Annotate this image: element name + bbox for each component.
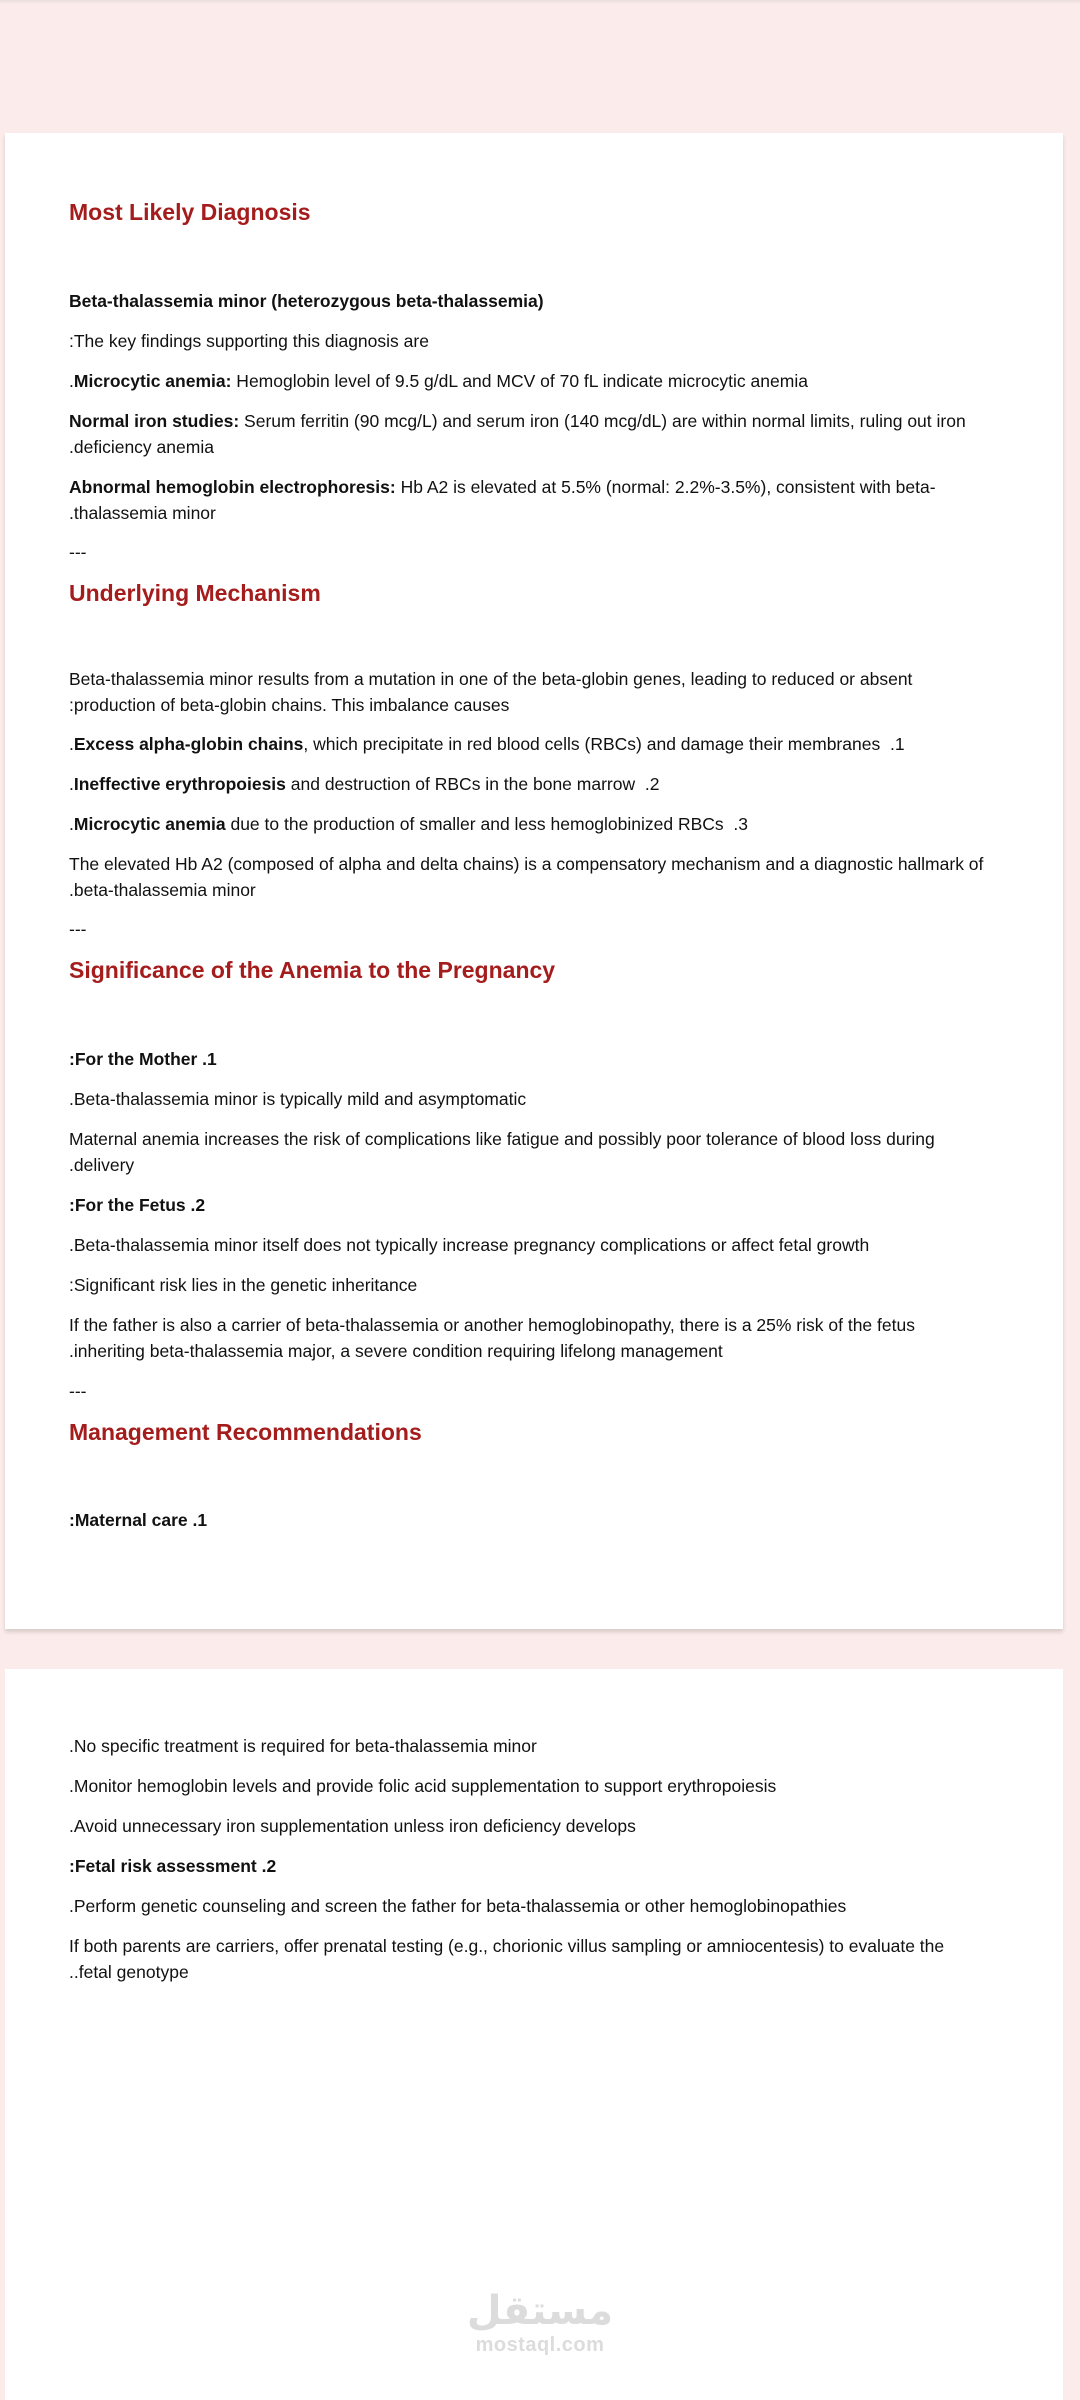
maternal-care-item-2: .Monitor hemoglobin levels and provide folic acid supplementation to support erythropoiesis <box>69 1776 777 1796</box>
fetal-risk-item-2: If both parents are carriers, offer prenatal testing (e.g., chorionic villus sampling or amniocentesis) to evaluate the ..fetal genotype <box>69 1936 945 1982</box>
watermark-site: mostaql.com <box>475 2334 605 2356</box>
mostaql-watermark <box>0 2288 1080 2356</box>
heading-diagnosis: Most Likely Diagnosis <box>69 199 311 225</box>
finding-microcytic: .Microcytic anemia: Hemoglobin level of 9.5 g/dL and MCV of 70 fL indicate microcytic anemia <box>69 371 808 391</box>
maternal-care-heading: :Maternal care .1 <box>69 1510 208 1530</box>
fetal-risk-heading: :Fetal risk assessment .2 <box>69 1856 277 1876</box>
separator: --- <box>69 542 87 562</box>
maternal-care-item-1: .No specific treatment is required for beta-thalassemia minor <box>69 1736 537 1756</box>
fetus-point-2: :Significant risk lies in the genetic inheritance <box>69 1275 418 1295</box>
diagnosis-line: Beta-thalassemia minor (heterozygous beta-thalassemia) <box>69 291 544 311</box>
mechanism-conclusion: The elevated Hb A2 (composed of alpha and delta chains) is a compensatory mechanism and a diagnostic hallmark of .beta-thalassemia minor <box>69 854 984 900</box>
top-edge <box>0 0 1080 4</box>
maternal-care-item-3: .Avoid unnecessary iron supplementation unless iron deficiency develops <box>69 1816 636 1836</box>
fetus-point-1: .Beta-thalassemia minor itself does not typically increase pregnancy complications or affect fetal growth <box>69 1235 870 1255</box>
heading-management: Management Recommendations <box>69 1419 422 1445</box>
separator: --- <box>69 919 87 939</box>
heading-mechanism: Underlying Mechanism <box>69 580 321 606</box>
heading-significance: Significance of the Anemia to the Pregnancy <box>69 957 556 983</box>
finding-electrophoresis: Abnormal hemoglobin electrophoresis: Hb A2 is elevated at 5.5% (normal: 2.2%-3.5%), consistent with beta- .thalassemia minor <box>69 477 936 523</box>
fetus-point-3: If the father is also a carrier of beta-thalassemia or another hemoglobinopathy, there is a 25% risk of the fetus .inheriting beta-thalassemia major, a severe condition requiring lifelong management <box>69 1315 915 1361</box>
mother-point-1: .Beta-thalassemia minor is typically mild and asymptomatic <box>69 1089 527 1109</box>
mechanism-item-3: .Microcytic anemia due to the production of smaller and less hemoglobinized RBCs .3 <box>69 814 749 834</box>
mother-heading: :For the Mother .1 <box>69 1049 217 1069</box>
mother-point-2: Maternal anemia increases the risk of complications like fatigue and possibly poor tolerance of blood loss during .delivery <box>69 1129 935 1175</box>
fetus-heading: :For the Fetus .2 <box>69 1195 206 1215</box>
watermark-logo: مستقل <box>466 2288 614 2334</box>
fetal-risk-item-1: .Perform genetic counseling and screen the father for beta-thalassemia or other hemoglobinopathies <box>69 1896 847 1916</box>
separator: --- <box>69 1381 87 1401</box>
mechanism-item-2: .Ineffective erythropoiesis and destruction of RBCs in the bone marrow .2 <box>69 774 660 794</box>
mechanism-item-1: .Excess alpha-globin chains, which precipitate in red blood cells (RBCs) and damage their membranes .1 <box>69 734 905 754</box>
findings-intro: :The key findings supporting this diagnosis are <box>69 331 429 351</box>
document-page-1 <box>5 133 1063 1629</box>
finding-iron-studies: Normal iron studies: Serum ferritin (90 mcg/L) and serum iron (140 mcg/dL) are within normal limits, ruling out iron .deficiency anemia <box>69 411 966 457</box>
mechanism-intro: Beta-thalassemia minor results from a mutation in one of the beta-globin genes, leading to reduced or absent :production of beta-globin chains. This imbalance causes <box>69 669 913 715</box>
